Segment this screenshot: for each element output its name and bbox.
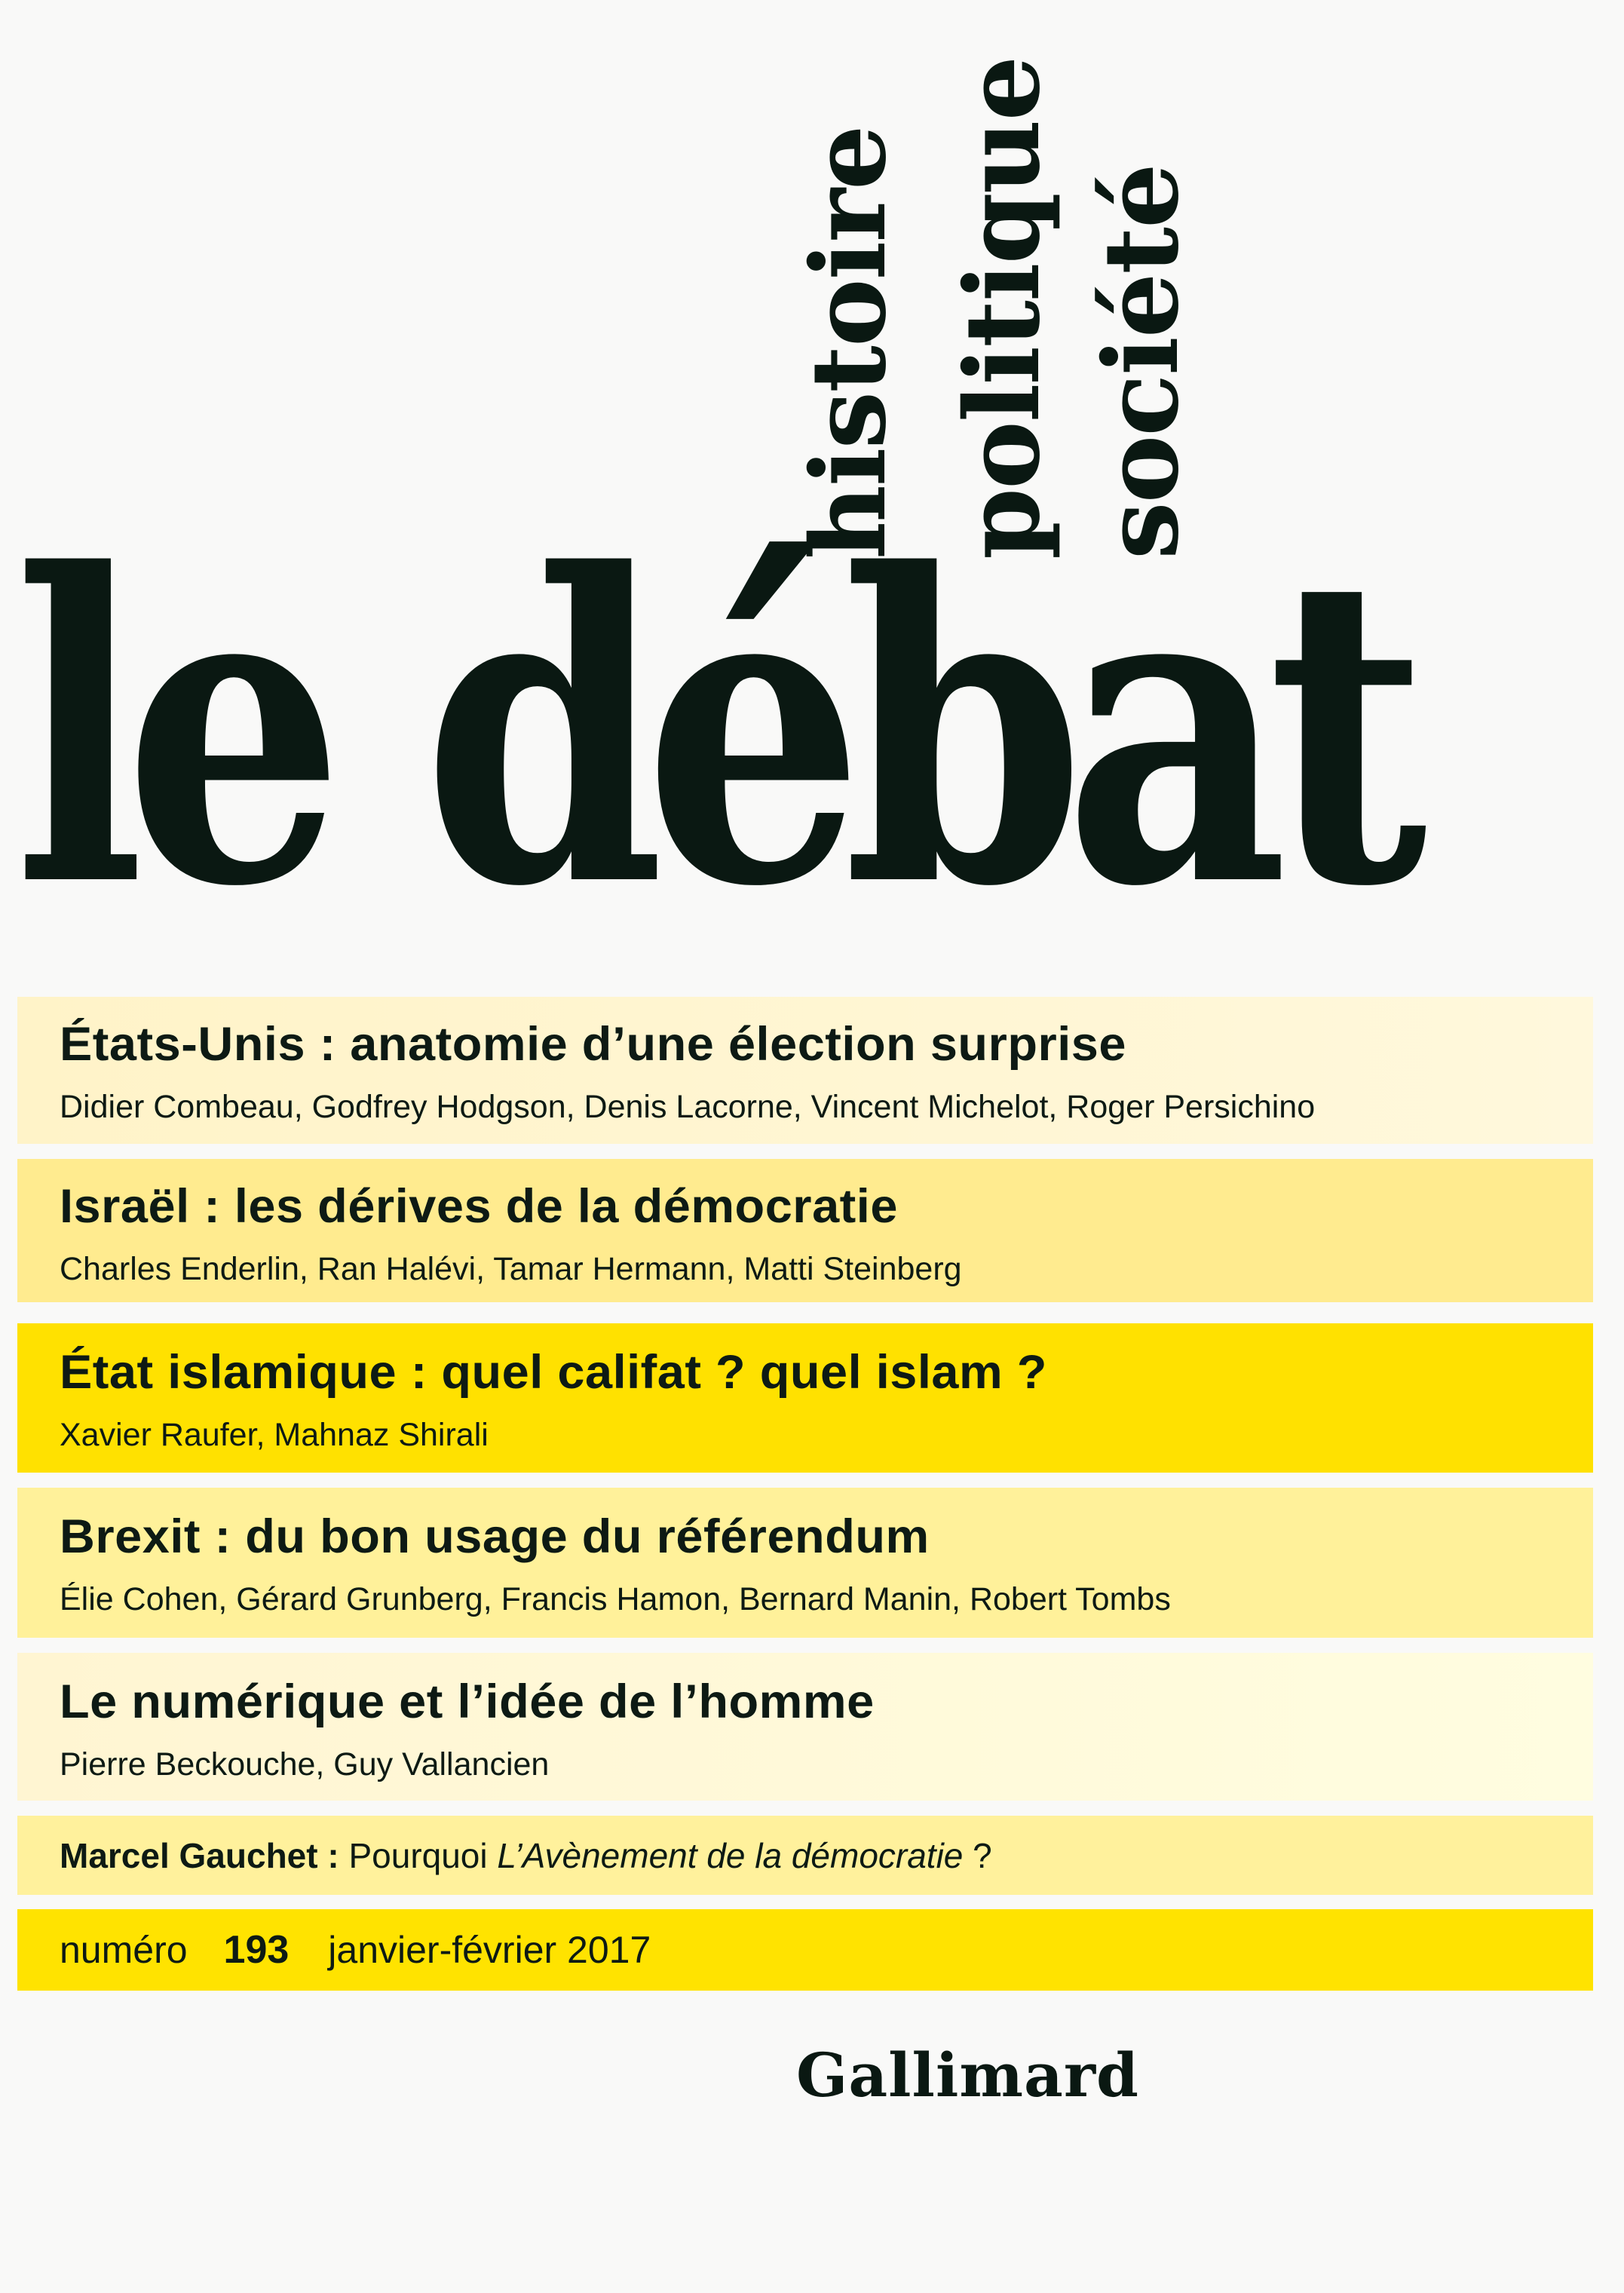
masthead-title: le débat [14,483,1407,979]
subtitle-societe: société [1081,164,1202,559]
essay-lead: Pourquoi [339,1836,498,1875]
essay-work-title: L’Avènement de la démocratie [497,1836,964,1875]
essay-line [60,1838,1593,1873]
essay-tail: ? [963,1836,992,1875]
issue-date: janvier-février 2017 [328,1929,651,1971]
publisher-logo: Gallimard [796,2040,1139,2111]
issue-number: 193 [223,1928,290,1972]
dossier-band [17,1653,1593,1801]
dossier-authors: Charles Enderlin, Ran Halévi, Tamar Hermann, Matti Steinberg [60,1251,962,1287]
issue-band [17,1909,1593,1991]
issue-line [60,1930,1593,1970]
dossier-title: Israël : les dérives de la démocratie [60,1180,898,1233]
dossier-authors: Didier Combeau, Godfrey Hodgson, Denis Lacorne, Vincent Michelot, Roger Persichino [60,1089,1316,1125]
issue-label: numéro [60,1929,188,1971]
subtitle-politique: politique [942,57,1063,559]
dossier-band [17,997,1593,1144]
dossier-band [17,1159,1593,1302]
dossier-authors: Xavier Raufer, Mahnaz Shirali [60,1417,489,1453]
dossier-title: États-Unis : anatomie d’une élection surprise [60,1018,1127,1071]
essay-author: Marcel Gauchet : [60,1836,339,1875]
dossier-title: Brexit : du bon usage du référendum [60,1510,930,1563]
subtitle-histoire: histoire [789,126,909,559]
dossier-title: État islamique : quel califat ? quel islam ? [60,1346,1047,1399]
dossier-authors: Pierre Beckouche, Guy Vallancien [60,1746,550,1783]
essay-band [17,1816,1593,1895]
dossier-title: Le numérique et l’idée de l’homme [60,1675,875,1728]
dossier-band [17,1323,1593,1473]
dossier-authors: Élie Cohen, Gérard Grunberg, Francis Hamon, Bernard Manin, Robert Tombs [60,1581,1171,1617]
dossier-band [17,1488,1593,1638]
